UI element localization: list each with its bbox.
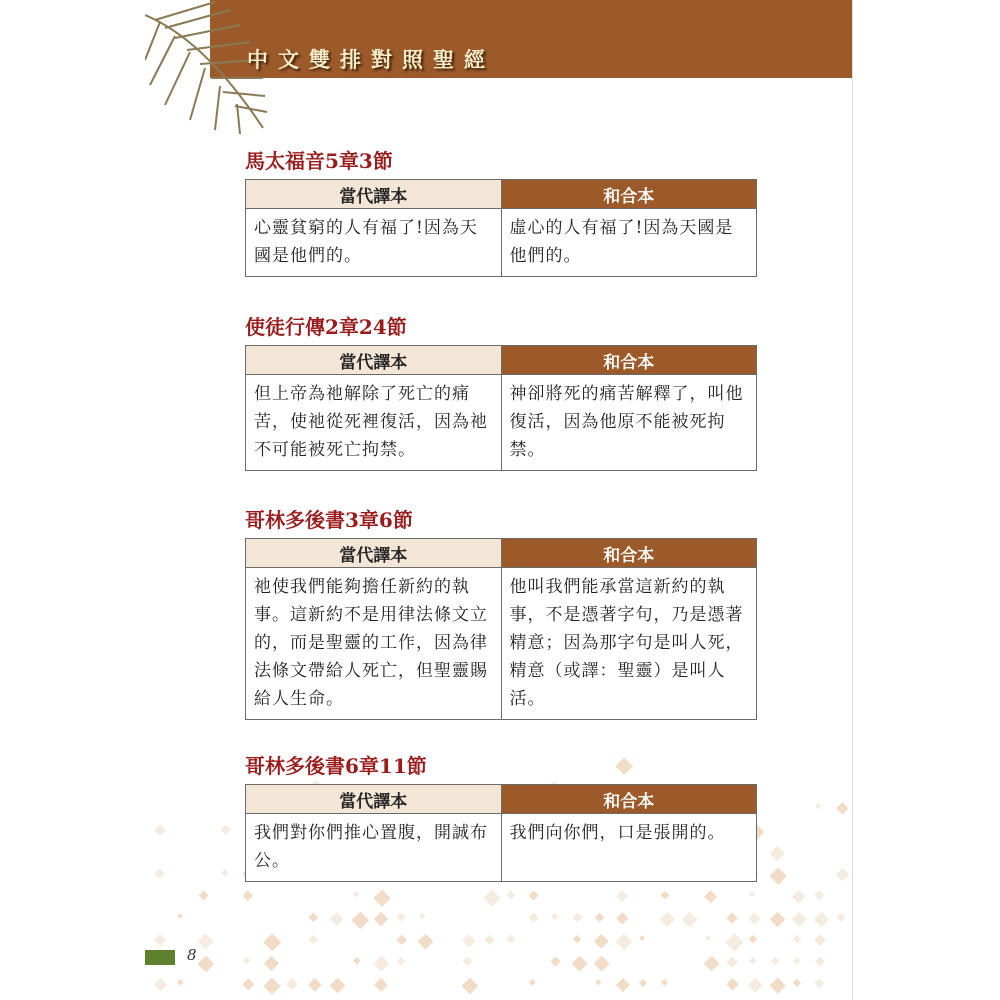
diamond-shape [463, 957, 473, 967]
diamond-shape [595, 913, 605, 923]
diamond-shape [286, 978, 298, 990]
diamond-shape [704, 890, 717, 903]
diamond-shape [661, 979, 668, 986]
diamond-shape [793, 957, 801, 965]
verse-reference: 馬太福音5章3節 [245, 149, 393, 173]
diamond-shape [814, 912, 829, 927]
diamond-shape [770, 978, 786, 994]
diamond-shape [551, 957, 561, 967]
diamond-shape [507, 935, 516, 944]
diamond-shape [177, 979, 184, 986]
diamond-shape [242, 890, 253, 901]
diamond-shape [726, 956, 738, 968]
diamond-shape [616, 978, 630, 992]
diamond-shape [263, 933, 281, 951]
diamond-shape [815, 957, 825, 967]
diamond-shape [484, 890, 501, 907]
diamond-shape [396, 934, 407, 945]
diamond-shape [616, 890, 628, 902]
union-version-text: 神卻將死的痛苦解釋了，叫他復活，因為他原不能被死拘禁。 [501, 375, 757, 471]
diamond-shape [770, 912, 786, 928]
diamond-shape [771, 957, 780, 966]
diamond-shape [263, 977, 280, 994]
diamond-shape [573, 913, 583, 923]
diamond-shape [353, 957, 361, 965]
diamond-shape [154, 824, 166, 836]
diamond-shape [615, 757, 633, 775]
header-modern-version: 當代譯本 [246, 180, 502, 209]
diamond-shape [705, 935, 711, 941]
diamond-shape [155, 869, 165, 879]
diamond-shape [639, 979, 647, 987]
diamond-shape [397, 957, 406, 966]
diamond-shape [484, 934, 494, 944]
diamond-shape [682, 912, 698, 928]
diamond-shape [418, 934, 434, 950]
page-marker [145, 950, 175, 965]
diamond-shape [792, 912, 807, 927]
diamond-shape [221, 825, 231, 835]
diamond-shape [594, 934, 609, 949]
diamond-shape [836, 868, 849, 881]
diamond-shape [330, 912, 344, 926]
verse-reference: 哥林多後書3章6節 [245, 508, 413, 532]
diamond-shape [572, 956, 588, 972]
diamond-shape [639, 935, 645, 941]
page [145, 0, 853, 1000]
diamond-shape [374, 956, 390, 972]
header-union-version: 和合本 [501, 180, 757, 209]
comparison-table [245, 538, 757, 720]
diamond-shape [177, 913, 183, 919]
diamond-shape [749, 891, 755, 897]
comparison-table [245, 784, 757, 882]
modern-version-text: 心靈貧窮的人有福了!因為天國是他們的。 [246, 209, 502, 277]
diamond-shape [351, 911, 369, 929]
diamond-shape [154, 934, 166, 946]
diamond-shape [769, 867, 786, 884]
union-version-text: 他叫我們能承當這新約的執事，不是憑著字句，乃是憑著精意；因為那字句是叫人死，精意（或譯：聖靈）是叫人活。 [501, 568, 757, 720]
header-union-version: 和合本 [501, 539, 757, 568]
diamond-shape [660, 912, 675, 927]
diamond-shape [726, 978, 738, 990]
diamond-shape [793, 979, 801, 987]
header-modern-version: 當代譯本 [246, 346, 502, 375]
comparison-table [245, 345, 757, 471]
modern-version-text: 祂使我們能夠擔任新約的執事。這新約不是用律法條文立的，而是聖靈的工作，因為律法條文帶給人死亡，但聖靈賜給人生命。 [246, 568, 502, 720]
diamond-shape [529, 979, 536, 986]
diamond-shape [309, 935, 318, 944]
verse-reference: 使徒行傳2章24節 [245, 315, 407, 339]
diamond-shape [221, 869, 229, 877]
diamond-shape [770, 846, 785, 861]
diamond-shape [507, 891, 516, 900]
diamond-shape [529, 913, 539, 923]
modern-version-text: 我們對你們推心置腹，開誠布公。 [246, 814, 502, 882]
diamond-shape [243, 957, 250, 964]
diamond-shape [749, 957, 757, 965]
diamond-shape [353, 891, 360, 898]
diamond-shape [199, 891, 209, 901]
diamond-shape [815, 803, 821, 809]
diamond-shape [792, 890, 806, 904]
modern-version-text: 但上帝為祂解除了死亡的痛苦，使祂從死裡復活，因為祂不可能被死亡拘禁。 [246, 375, 502, 471]
diamond-shape [154, 978, 167, 991]
diamond-shape [573, 935, 582, 944]
diamond-shape [242, 978, 254, 990]
diamond-shape [462, 978, 479, 995]
header-modern-version: 當代譯本 [246, 539, 502, 568]
diamond-shape [661, 891, 670, 900]
header-union-version: 和合本 [501, 346, 757, 375]
diamond-shape [529, 891, 539, 901]
diamond-shape [264, 956, 279, 971]
verse-reference: 哥林多後書6章11節 [245, 754, 427, 778]
diamond-shape [748, 978, 763, 993]
diamond-shape [815, 891, 825, 901]
diamond-shape [748, 912, 760, 924]
diamond-shape [198, 956, 215, 973]
diamond-shape [462, 934, 476, 948]
header-union-version: 和合本 [501, 785, 757, 814]
union-version-text: 虛心的人有福了!因為天國是他們的。 [501, 209, 757, 277]
diamond-shape [308, 978, 322, 992]
comparison-table [245, 179, 757, 277]
diamond-shape [815, 979, 825, 989]
diamond-shape [814, 934, 826, 946]
union-version-text: 我們向你們，口是張開的。 [501, 814, 757, 882]
diamond-shape [419, 913, 425, 919]
diamond-shape [374, 912, 388, 926]
diamond-shape [397, 913, 406, 922]
diamond-shape [595, 979, 601, 985]
diamond-shape [793, 935, 802, 944]
diamond-shape [725, 933, 743, 951]
page-number: 8 [187, 946, 197, 964]
diamond-shape [616, 912, 628, 924]
diamond-shape [374, 978, 388, 992]
diamond-shape [837, 913, 846, 922]
diamond-shape [551, 913, 559, 921]
diamond-shape [749, 935, 758, 944]
diamond-shape [198, 934, 214, 950]
header-modern-version: 當代譯本 [246, 785, 502, 814]
diamond-shape [704, 956, 720, 972]
diamond-shape [836, 802, 848, 814]
diamond-shape [594, 956, 610, 972]
diamond-shape [309, 913, 319, 923]
diamond-shape [373, 889, 390, 906]
diamond-shape [616, 934, 632, 950]
diamond-shape [726, 912, 738, 924]
book-title: 中文雙排對照聖經 [247, 48, 495, 72]
diamond-shape [330, 978, 346, 994]
